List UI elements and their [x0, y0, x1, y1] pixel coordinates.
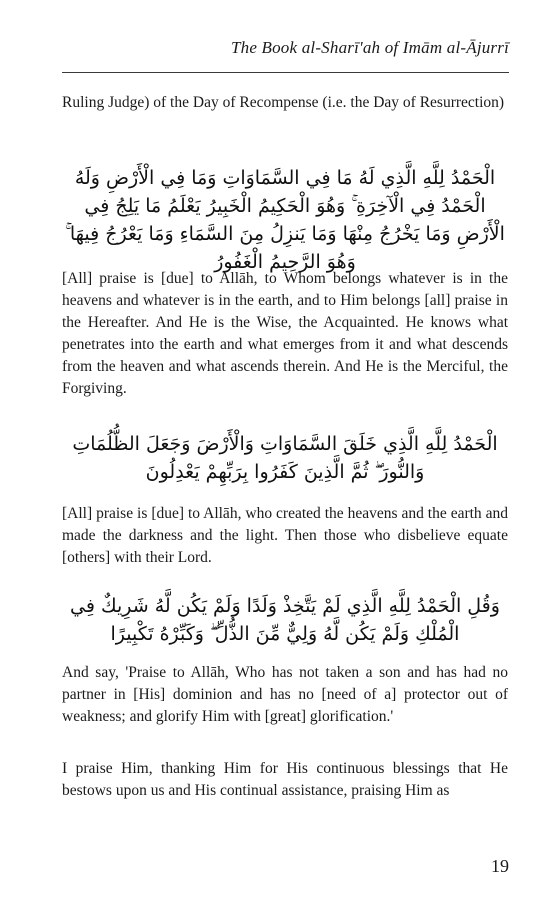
arabic-verse-2: الْحَمْدُ لِلَّهِ الَّذِي خَلَقَ السَّمَاوَاتِ وَالْأَرْضَ وَجَعَلَ الظُّلُمَاتِ وَالنُّورَ ۖ ثُمَّ الَّذِينَ كَفَرُوا بِرَبِّهِمْ يَعْدِلُونَ — [72, 433, 498, 483]
paragraph-translation-2: [All] praise is [due] to Allāh, who created the heavens and the earth and made the darkness and the light. Then those who disbelieve equate [others] with their Lord. — [62, 505, 508, 566]
running-head: The Book al-Sharī'ah of Imām al-Ājurrī — [230, 38, 509, 57]
header-rule — [62, 72, 509, 73]
arabic-verse-1: الْحَمْدُ لِلَّهِ الَّذِي لَهُ مَا فِي السَّمَاوَاتِ وَمَا فِي الْأَرْضِ وَلَهُ الْحَمْدُ فِي الْآخِرَةِ ۚ وَهُوَ الْحَكِيمُ الْخَبِيرُ يَعْلَمُ مَا يَلِجُ فِي الْأَرْضِ وَمَا يَخْرُجُ مِنْهَا وَمَا يَنزِلُ مِنَ السَّمَاءِ وَمَا يَعْرُجُ فِيهَا ۚ وَهُوَ الرَّحِيمُ الْغَفُورُ — [65, 167, 505, 273]
page-number: 19 — [491, 856, 509, 876]
arabic-verse-3: وَقُلِ الْحَمْدُ لِلَّهِ الَّذِي لَمْ يَتَّخِذْ وَلَدًا وَلَمْ يَكُن لَّهُ شَرِيكٌ فِي الْمُلْكِ وَلَمْ يَكُن لَّهُ وَلِيٌّ مِّنَ الذُّلِّ ۖ وَكَبِّرْهُ تَكْبِيرًا — [70, 595, 500, 645]
paragraph-ruling-judge: Ruling Judge) of the Day of Recompense (i.e. the Day of Resurrection) — [62, 94, 505, 111]
paragraph-translation-3: And say, 'Praise to Allāh, Who has not taken a son and has had no partner in [His] dominion and has no [need of a] protector out of weakness; and glorify Him with [great] glorification.' — [62, 664, 508, 725]
paragraph-praise: I praise Him, thanking Him for His continuous blessings that He bestows upon us and His continual assistance, praising Him as — [62, 760, 508, 799]
paragraph-translation-1: [All] praise is [due] to Allāh, to Whom belongs whatever is in the heavens and whatever is in the earth, and to Him belongs [all] praise in the Hereafter. And He is the Wise, the Acquainted. He knows what penetrates into the earth and what emerges from it and what descends from the heaven and what ascends therein. And He is the Merciful, the Forgiving. — [62, 270, 508, 397]
